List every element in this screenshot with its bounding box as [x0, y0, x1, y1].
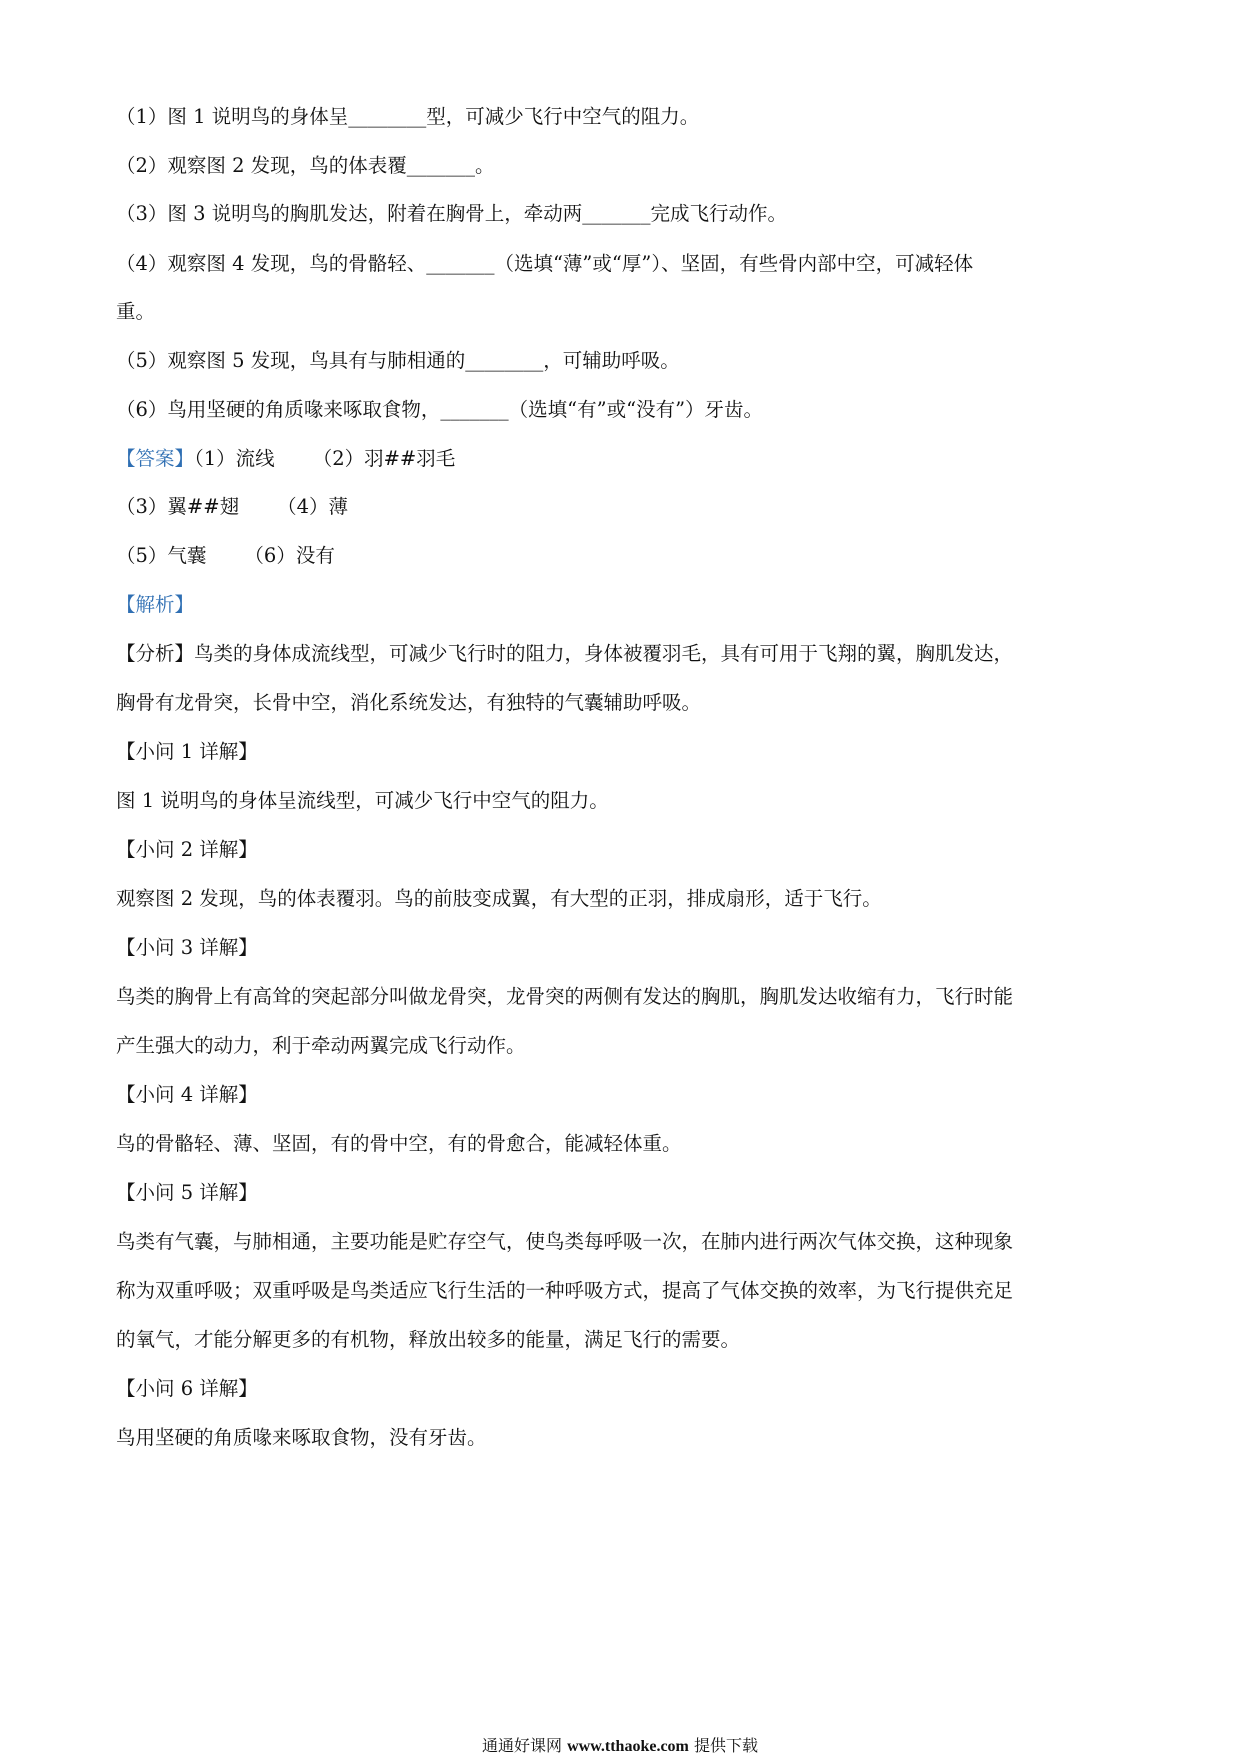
answer-row-1 [116, 446, 1126, 472]
answer-item: （5）气囊 [116, 544, 207, 567]
analysis-line: 图 1 说明鸟的身体呈流线型，可减少飞行中空气的阻力。 [116, 789, 609, 812]
subquestion-heading: 【小问 4 详解】 [116, 1083, 258, 1106]
analysis-line: 鸟类有气囊，与肺相通，主要功能是贮存空气，使鸟类每呼吸一次，在肺内进行两次气体交换，这种现象 [116, 1230, 1014, 1253]
analysis-line: 鸟类的胸骨上有高耸的突起部分叫做龙骨突，龙骨突的两侧有发达的胸肌，胸肌发达收缩有力，飞行时能 [116, 985, 1014, 1008]
subquestion-heading: 【小问 3 详解】 [116, 936, 258, 959]
subquestion-heading: 【小问 2 详解】 [116, 838, 258, 861]
footer-site-link[interactable]: www.tthaoke.com [567, 1738, 689, 1755]
subquestion-heading: 【小问 5 详解】 [116, 1181, 258, 1204]
page-footer [0, 1738, 1240, 1755]
analysis-line: 的氧气，才能分解更多的有机物，释放出较多的能量，满足飞行的需要。 [116, 1328, 741, 1351]
question-line-1: （1）图 1 说明鸟的身体呈________型，可减少飞行中空气的阻力。 [116, 105, 700, 128]
analysis-line: 称为双重呼吸；双重呼吸是鸟类适应飞行生活的一种呼吸方式，提高了气体交换的效率，为飞行提供充足 [116, 1279, 1014, 1302]
answer-row-2 [116, 494, 1126, 520]
analysis-line: 【分析】鸟类的身体成流线型，可减少飞行时的阻力，身体被覆羽毛，具有可用于飞翔的翼，胸肌发达， [116, 642, 1014, 665]
question-line-5: （5）观察图 5 发现，鸟具有与肺相通的________，可辅助呼吸。 [116, 349, 680, 372]
analysis-line: 产生强大的动力，利于牵动两翼完成飞行动作。 [116, 1034, 526, 1057]
subquestion-heading: 【小问 1 详解】 [116, 740, 258, 763]
question-line-4-cont: 重。 [116, 300, 156, 323]
footer-suffix: 提供下载 [693, 1736, 758, 1755]
analysis-line: 鸟用坚硬的角质喙来啄取食物，没有牙齿。 [116, 1426, 487, 1449]
question-line-6: （6）鸟用坚硬的角质喙来啄取食物，_______（选填“有”或“没有”）牙齿。 [116, 398, 764, 421]
question-line-2: （2）观察图 2 发现，鸟的体表覆_______。 [116, 154, 495, 177]
analysis-line: 观察图 2 发现，鸟的体表覆羽。鸟的前肢变成翼，有大型的正羽，排成扇形，适于飞行。 [116, 887, 882, 910]
answer-label: 【答案】 [116, 447, 195, 470]
analysis-label: 【解析】 [116, 593, 195, 616]
answer-item: （3）翼##翅 [116, 495, 240, 518]
question-line-4: （4）观察图 4 发现，鸟的骨骼轻、_______（选填“薄”或“厚”）、坚固，有些骨内部中空，可减轻体 [116, 252, 974, 275]
footer-prefix: 通通好课网 [482, 1736, 563, 1755]
answer-item: （2）羽##羽毛 [312, 447, 456, 470]
analysis-line: 鸟的骨骼轻、薄、坚固，有的骨中空，有的骨愈合，能减轻体重。 [116, 1132, 682, 1155]
answer-item: （4）薄 [277, 495, 349, 518]
answer-item: （6）没有 [244, 544, 335, 567]
answer-row-3 [116, 543, 1126, 569]
analysis-line: 胸骨有龙骨突，长骨中空，消化系统发达，有独特的气囊辅助呼吸。 [116, 691, 702, 714]
subquestion-heading: 【小问 6 详解】 [116, 1377, 258, 1400]
question-line-3: （3）图 3 说明鸟的胸肌发达，附着在胸骨上，牵动两_______完成飞行动作。 [116, 202, 787, 225]
answer-item: （1）流线 [194, 447, 275, 470]
